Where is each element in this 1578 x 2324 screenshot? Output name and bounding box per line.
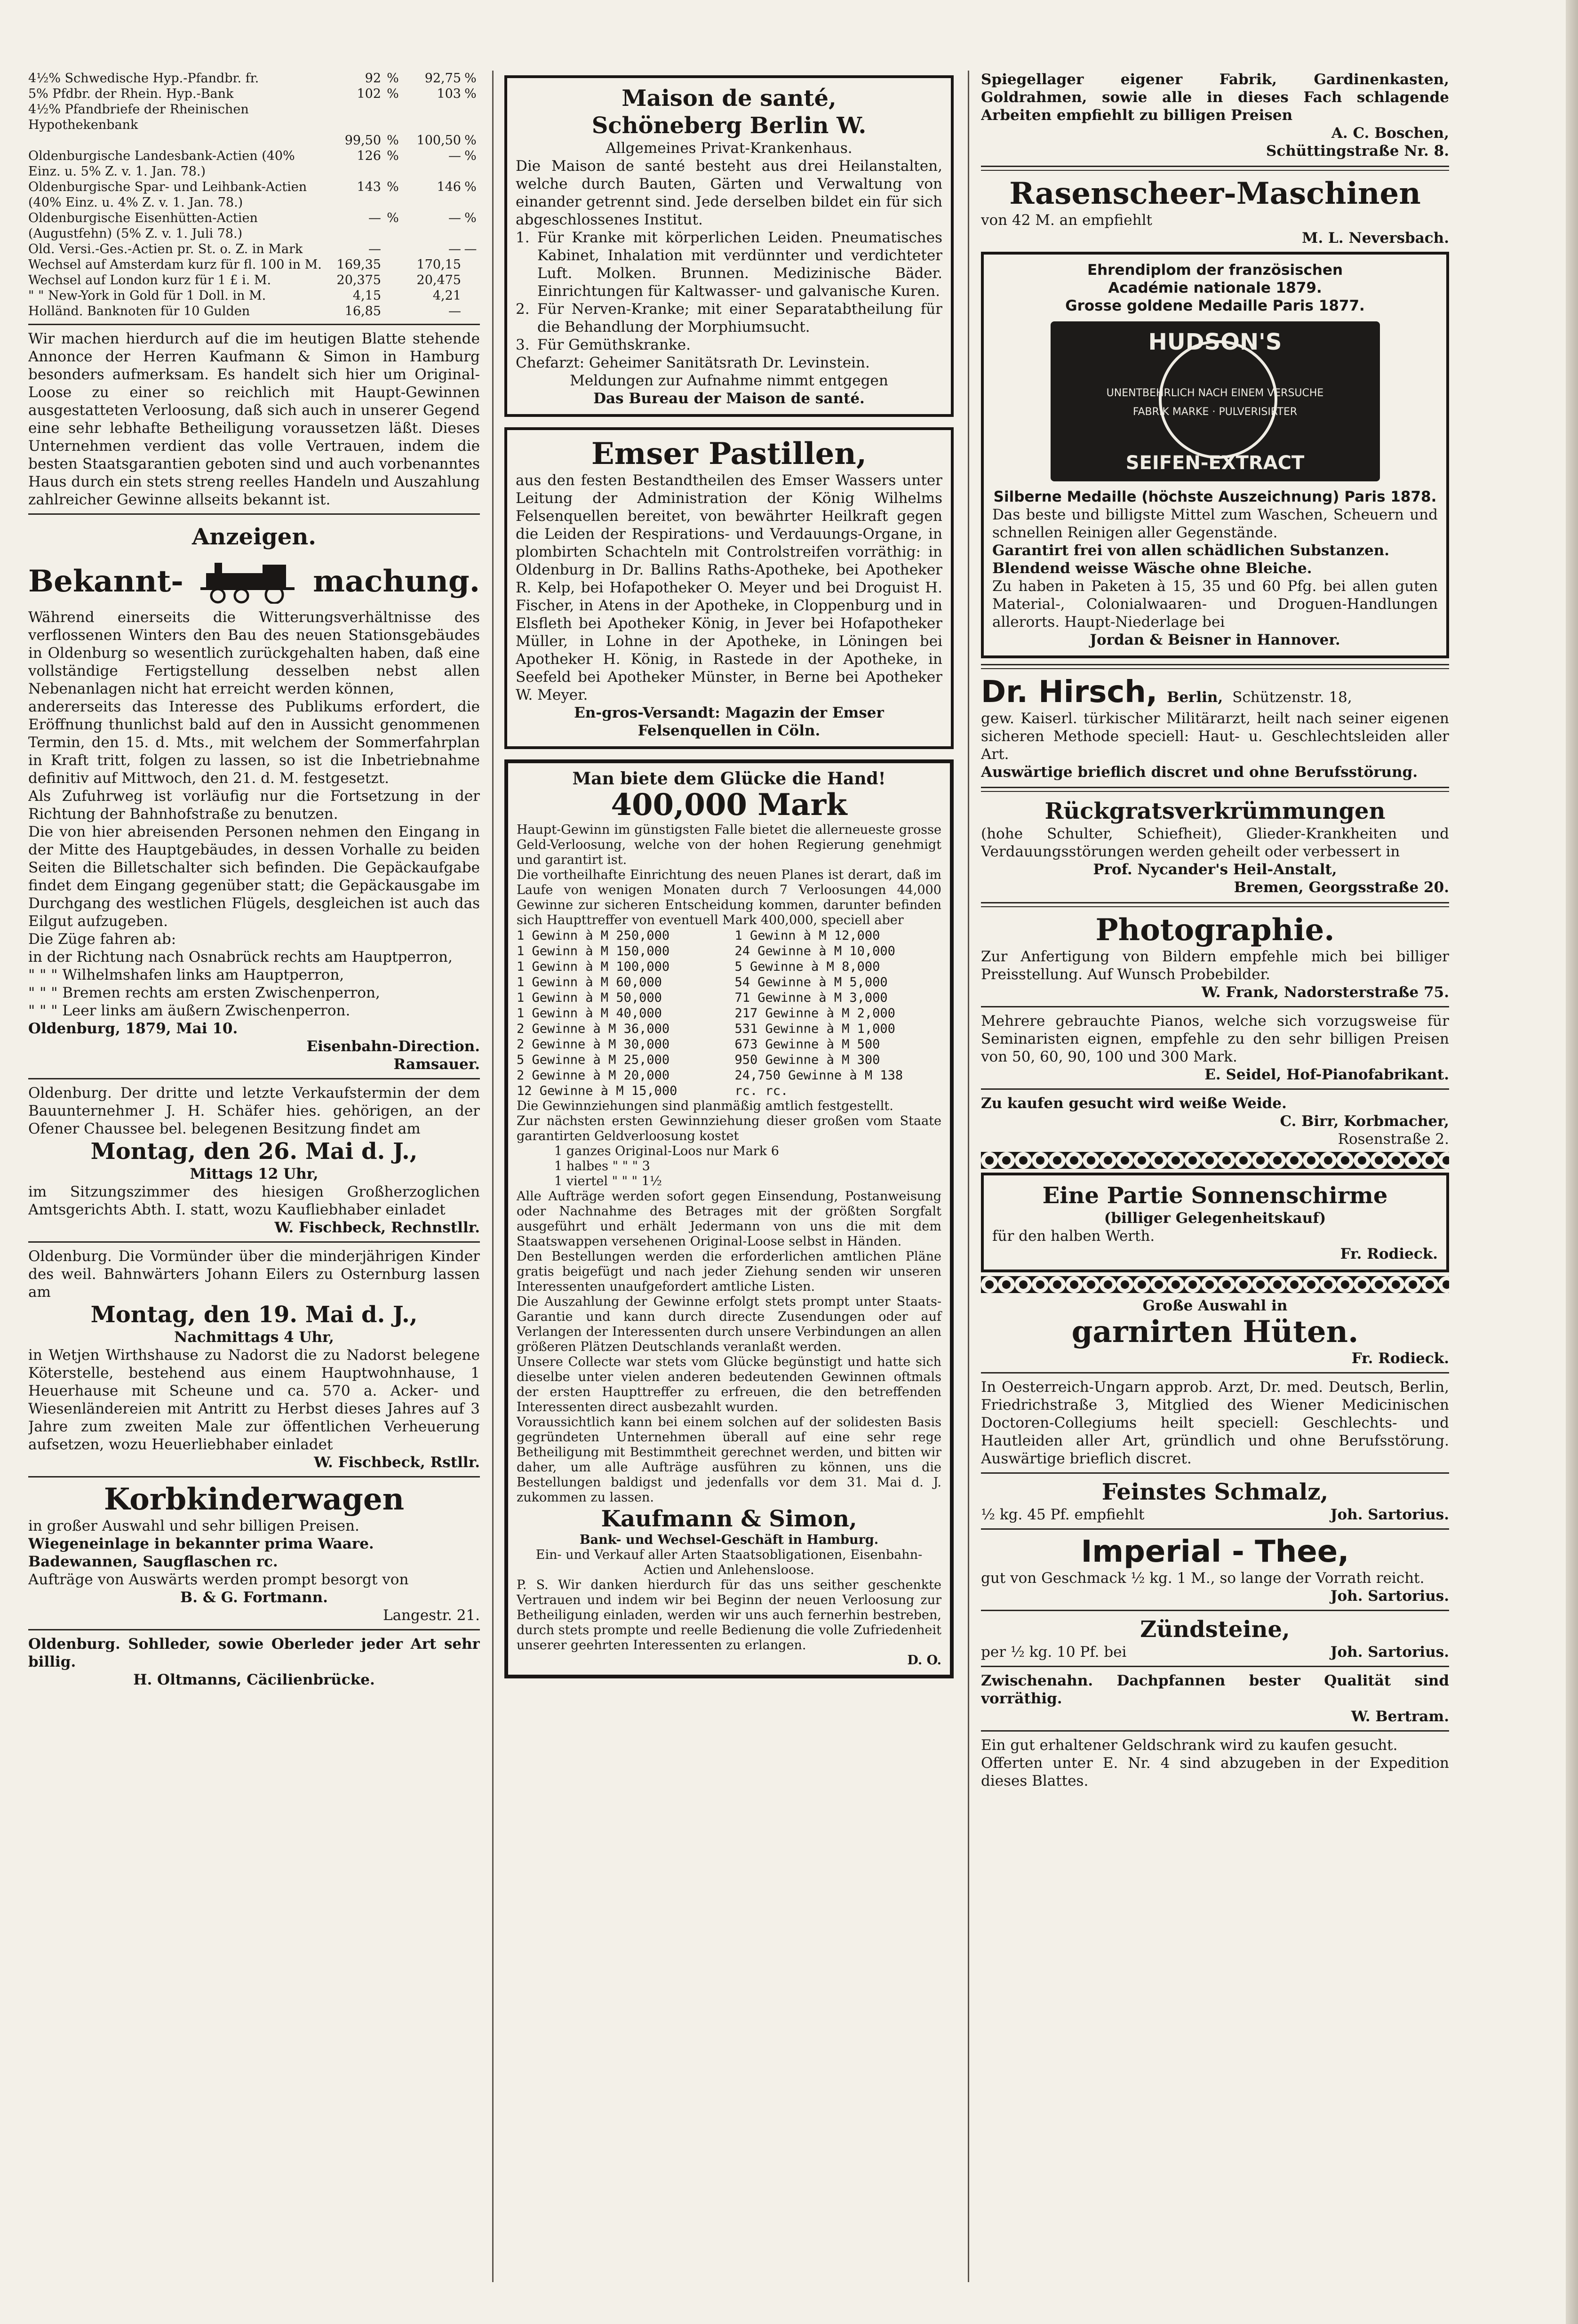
logo-product: SEIFEN-EXTRACT <box>1125 452 1305 474</box>
rueckgrat-title: Rückgratsverkrümmungen <box>1044 798 1386 824</box>
rate-value <box>461 102 480 133</box>
logo-ring <box>1159 340 1277 459</box>
train-direction: in der Richtung nach Osnabrück rechts am Hauptperron, <box>28 949 453 966</box>
rate-label: 5% Pfdbr. der Rhein. Hyp.-Bank <box>28 87 234 101</box>
divider <box>981 902 1449 907</box>
maison-location: Schöneberg Berlin W. <box>591 112 867 139</box>
column-rule-1 <box>492 71 494 2282</box>
thee-text: gut von Geschmack ½ kg. 1 M., so lange der Vorrath reicht. <box>981 1570 1425 1587</box>
column-middle <box>504 71 954 2292</box>
maison-list-item <box>516 336 942 354</box>
prize-row: 673 Gewinne à M 500 <box>734 1037 880 1052</box>
auction-text: Oldenburg. Der dritte und letzte Verkaufstermin der dem Bauunternehmer J. H. Schäfer hies. gehörigen, an der Ofener Chaussee bel. belegenen Besitzung findet am <box>28 1085 480 1137</box>
rate-value: 103 <box>437 87 461 101</box>
divider <box>28 324 480 325</box>
maison-list <box>516 229 942 354</box>
photo-signature: W. Frank, Nadorsterstraße 75. <box>1201 984 1449 1001</box>
rate-label: Oldenburgische Spar- und Leihbank-Actien (40% Einz. u. 4% Z. v. 1. Jan. 78.) <box>28 180 307 210</box>
emser-pastillen-ad <box>504 427 954 749</box>
lottery-text: Alle Aufträge werden sofort gegen Einsendung, Postanweisung oder Nachnahme des Betrages mit der größten Sorgfalt ausgeführt und erhält Jedermann von uns die mit dem Staatswappen versehenen Original-Loose selbst in Händen. <box>517 1189 941 1249</box>
rate-value: 146 <box>437 180 461 194</box>
lottery-firm-desc: Bank- und Wechsel-Geschäft in Hamburg. <box>579 1533 879 1547</box>
zund-signature: Joh. Sartorius. <box>1330 1644 1449 1661</box>
lottery-amount: 400,000 Mark <box>611 787 847 823</box>
rate-label: 4½% Schwedische Hyp.-Pfandbr. fr. <box>28 71 259 86</box>
lottery-notice: Wir machen hierdurch auf die im heutigen Blatte stehende Annonce der Herren Kaufmann & Simon in Hamburg besonders aufmerksam. Es handelt sich hier um Original-Loose zu einer so reichlich mit Haupt-Gewinnen ausgestatteten Verloosung, daß sich auch in unserer Gegend eine sehr lebhafte Betheiligung voraussetzen läßt. Dieses Unternehmen verdient das volle Vertrauen, indem die besten Staatsgarantien geboten sind und auch vorbenanntes Haus durch ein stets streng reelles Handeln und Auszahlung zahlreicher Gewinne allseits bekannt ist. <box>28 330 480 508</box>
rate-value <box>381 288 405 303</box>
rate-value: — <box>464 242 477 256</box>
lease-text: in Wetjen Wirthshause zu Nadorst die zu Nadorst belegene Köterstelle, bestehend aus einem Hauptwohnhause, 1 Heuerhause mit Scheune und ca. 570 a. Acker- und Wiesenländereien mit Antritt zu Herbst dieses Jahres auf 3 Jahre zum zweiten Male zur öffentlichen Verheuerung aufsetzen, wozu Heuerliebhaber einladet <box>28 1347 480 1453</box>
bekanntmachung-title-left: Bekannt- <box>28 563 183 599</box>
hud-text: Das beste und billigste Mittel zum Waschen, Scheuern und schnellen Reinigen aller Gegenstände. <box>992 506 1438 541</box>
korb-line: Badewannen, Saugflaschen rc. <box>28 1553 278 1570</box>
hud-heading: Ehrendiplom der französischen <box>1087 262 1343 279</box>
divider <box>981 664 1449 669</box>
rate-value: 169,35 <box>336 257 381 272</box>
korb-line: in großer Auswahl und sehr billigen Preisen. <box>28 1517 359 1534</box>
maison-list-item <box>516 229 942 300</box>
spiegel-text: Spiegellager eigener Fabrik, Gardinenkasten, Goldrahmen, sowie alle in dieses Fach schlagende Arbeiten empfiehlt zu billigen Preisen <box>981 71 1449 124</box>
lottery-text: Unsere Collecte war stets vom Glücke begünstigt und hatte sich dieselbe unter vielen anderen bedeutenden Gewinnen oftmals der ersten Haupttreffer zu erfreuen, die den betreffenden Interessenten direct ausbezahlt wurden. <box>517 1355 941 1414</box>
prize-row: 2 Gewinne à M 30,000 <box>517 1037 670 1052</box>
list-text: Für Nerven-Kranke; mit einer Separatabtheilung für die Behandlung der Morphiumsucht. <box>537 301 942 335</box>
spiegel-signature: A. C. Boschen, <box>1331 125 1449 142</box>
lease-time: Nachmittags 4 Uhr, <box>174 1329 334 1346</box>
hut-title: garnirten Hüten. <box>1071 1314 1359 1350</box>
maison-chief: Chefarzt: Geheimer Sanitätsrath Dr. Levinstein. <box>516 354 870 371</box>
rate-value: — <box>368 242 381 256</box>
rate-value <box>461 272 480 288</box>
list-text: Für Kranke mit körperlichen Leiden. Pneumatisches Kabinet, Inhalation mit verdünnter und verdichteter Luft. Molken. Brunnen. Medizinische Bäder. Einrichtungen für Kaltwasser- und galvanische Kuren. <box>537 229 942 300</box>
lottery-text: Die Auszahlung der Gewinne erfolgt stets prompt unter Staats-Garantie und kann durch directe Zusendungen oder auf Verlangen der Interessenten durch unsere Verbindungen an allen größeren Plätzen Deutschlands veranlaßt werden. <box>517 1294 941 1354</box>
rate-label: Oldenburgische Eisenhütten-Actien (Augustfehn) (5% Z. v. 1. Juli 78.) <box>28 211 258 241</box>
lottery-do: D. O. <box>907 1653 941 1668</box>
divider <box>981 1372 1449 1374</box>
prize-row: 1 Gewinn à M 250,000 <box>517 928 670 943</box>
rate-value: % <box>387 87 399 101</box>
section-heading-anzeigen: Anzeigen. <box>192 524 316 550</box>
prize-row: 54 Gewinne à M 5,000 <box>734 975 888 990</box>
divider <box>981 1006 1449 1007</box>
korb-address: Langestr. 21. <box>383 1607 480 1624</box>
sonne-sub: (billiger Gelegenheitskauf) <box>1104 1210 1326 1227</box>
divider <box>981 1088 1449 1090</box>
prize-row: 217 Gewinne à M 2,000 <box>734 1006 895 1021</box>
rate-value: % <box>464 149 477 163</box>
column-rule-2 <box>968 71 969 2282</box>
divider <box>28 1078 480 1079</box>
prize-table <box>517 928 941 1099</box>
rate-label: Wechsel auf Amsterdam kurz für fl. 100 in M. <box>28 257 322 272</box>
lottery-firm-desc: Ein- und Verkauf aller Arten Staatsobligationen, Eisenbahn-Actien und Anlehensloose. <box>535 1548 923 1577</box>
maison-list-item <box>516 300 942 336</box>
rate-label: " " New-York in Gold für 1 Doll. in M. <box>28 288 266 303</box>
emser-title: Emser Pastillen, <box>591 436 867 471</box>
hudsons-logo <box>1051 321 1380 481</box>
emser-text: aus den festen Bestandtheilen des Emser Wassers unter Leitung der Administration der König Wilhelms Felsenquellen bereitet, von bewährter Heilkraft gegen die Leiden der Respirations- und Verdauungs-Organe, in plombirten Schachteln mit Controlstreifen vorräthig: in Oldenburg in Dr. Ballins Raths-Apotheke, bei Apotheker R. Kelp, bei Hofapotheker O. Meyer und bei Droguist H. Fischer, in Atens in der Apotheke, in Cloppenburg und in Elsfleth bei Apotheker König, in Jever bei Hofapotheker Müller, in Lohne in der Apotheke, in Löningen bei Apotheker H. König, in Rastede in der Apotheke, in Seefeld bei Apotheker Münster, in Berne bei Apotheker W. Meyer. <box>516 472 942 703</box>
weide-text: Zu kaufen gesucht wird weiße Weide. <box>981 1095 1287 1112</box>
exchange-rate-table <box>28 71 480 319</box>
list-text: Für Gemüthskranke. <box>537 336 691 353</box>
prize-column-left <box>517 928 724 1099</box>
lease-date: Montag, den 19. Mai d. J., <box>90 1302 418 1328</box>
sonne-signature: Fr. Rodieck. <box>1340 1246 1438 1262</box>
prize-row: 2 Gewinne à M 36,000 <box>517 1022 670 1036</box>
rate-label: Wechsel auf London kurz für 1 £ i. M. <box>28 273 271 288</box>
rate-value: — <box>448 304 461 319</box>
lottery-postscript: P. S. Wir danken hierdurch für das uns seither geschenkte Vertrauen und indem wir bei Beginn der neuen Verloosung zur Betheiligung einladen, werden wir uns auch fernerhin bestreben, durch stets prompte und reelle Bedienung die volle Zufriedenheit unserer geehrten Interessenten zu erlangen. <box>517 1578 941 1653</box>
rate-value <box>329 102 381 133</box>
geldschrank-offer: Offerten unter E. Nr. 4 sind abzugeben in der Expedition dieses Blattes. <box>981 1755 1449 1789</box>
lottery-firm: Kaufmann & Simon, <box>601 1506 857 1532</box>
lottery-text: Haupt-Gewinn im günstigsten Falle bietet die allerneueste grosse Geld-Verloosung, welche von der hohen Regierung genehmigt und garantirt ist. <box>517 823 941 867</box>
prize-row: 12 Gewinne à M 15,000 <box>517 1084 677 1098</box>
thee-signature: Joh. Sartorius. <box>1330 1588 1449 1605</box>
lottery-text: Voraussichtlich kann bei einem solchen auf der solidesten Basis gegründeten Unternehmen überall auf eine sehr rege Betheiligung mit Bestimmtheit gerechnet werden, und bitten wir daher, um alle Aufträge ausführen zu können, uns die Bestellungen baldigst und jedenfalls vor dem 31. Mai d. J. zukommen zu lassen. <box>517 1415 941 1505</box>
prize-row: 1 Gewinn à M 60,000 <box>517 975 662 990</box>
piano-text: Mehrere gebrauchte Pianos, welche sich vorzugsweise für Seminaristen eignen, empfehle zu den sehr billigen Preisen von 50, 60, 90, 100 und 300 Mark. <box>981 1013 1449 1065</box>
weide-signature: C. Birr, Korbmacher, <box>1280 1113 1449 1130</box>
rueckgrat-text: (hohe Schulter, Schiefheit), Glieder-Krankheiten und Verdauungsstörungen werden geheilt oder verbessert in <box>981 825 1449 860</box>
rate-value: — <box>448 149 461 163</box>
prize-row: 5 Gewinne à M 25,000 <box>517 1053 670 1067</box>
divider <box>981 1730 1449 1732</box>
prize-row: 1 Gewinn à M 12,000 <box>734 928 880 943</box>
rasen-title: Rasenscheer-Maschinen <box>1009 176 1421 211</box>
rueckgrat-signature: Prof. Nycander's Heil-Anstalt, <box>1093 861 1337 878</box>
rate-value <box>405 102 461 133</box>
rate-value <box>461 257 480 272</box>
maison-de-sante-ad <box>504 75 954 417</box>
ticket-price: 1 halbes " " " 3 <box>554 1159 650 1174</box>
hut-signature: Fr. Rodieck. <box>1351 1350 1449 1367</box>
maison-subtitle: Allgemeines Privat-Krankenhaus. <box>606 140 853 157</box>
rate-value: % <box>464 71 477 86</box>
sonne-title: Eine Partie Sonnenschirme <box>1042 1182 1388 1209</box>
bek-paragraph: Die Züge fahren ab: <box>28 931 176 948</box>
auction-time: Mittags 12 Uhr, <box>190 1166 319 1182</box>
piano-signature: E. Seidel, Hof-Pianofabrikant. <box>1204 1066 1449 1083</box>
korb-line: Wiegeneinlage in bekannter prima Waare. <box>28 1535 374 1552</box>
lease-text: Oldenburg. Die Vormünder über die minderjährigen Kinder des weil. Bahnwärters Johann Eilers zu Osternburg lassen am <box>28 1248 480 1301</box>
logo-brand: HUDSON'S <box>1148 329 1282 355</box>
rate-value: % <box>464 87 477 101</box>
rueckgrat-address: Bremen, Georgsstraße 20. <box>1234 879 1449 896</box>
rate-value <box>381 272 405 288</box>
prize-row: 1 Gewinn à M 150,000 <box>517 944 670 958</box>
maison-contact: Meldungen zur Aufnahme nimmt entgegen <box>570 372 888 389</box>
bekanntmachung-heading <box>28 559 480 604</box>
lottery-text: Die vortheilhafte Einrichtung des neuen Planes ist derart, daß im Laufe von wenigen Monaten durch 7 Verloosungen 44,000 Gewinne zur sicheren Entscheidung kommen, darunter befinden sich Haupttreffer von eventuell Mark 400,000, speciell aber <box>517 868 941 927</box>
hirsch-city: Berlin, <box>1167 689 1223 706</box>
rate-value <box>381 257 405 272</box>
bekanntmachung-title-right: machung. <box>313 563 480 599</box>
rasen-text: von 42 M. an empfiehlt <box>981 212 1152 229</box>
rate-value: 20,375 <box>336 273 381 288</box>
divider <box>981 1472 1449 1474</box>
hirsch-text: gew. Kaiserl. türkischer Militärarzt, heilt nach seiner eigenen sicheren Methode speciell: Haut- u. Geschlechtsleiden aller Art. <box>981 710 1449 763</box>
rate-value: % <box>387 180 399 194</box>
maison-intro: Die Maison de santé besteht aus drei Heilanstalten, welche durch Bauten, Gärten und Verwaltung von einander getrennt sind. Jede derselben bildet ein für sich abgeschlossenes Institut. <box>516 158 942 228</box>
rate-value: % <box>387 133 399 148</box>
hud-heading: Académie nationale 1879. <box>1108 280 1322 296</box>
schmalz-title: Feinstes Schmalz, <box>1101 1479 1329 1505</box>
ornament-border <box>981 1276 1449 1293</box>
rate-value: 92 <box>365 71 381 86</box>
train-direction: " " " Leer links am äußern Zwischenperron. <box>28 1002 351 1019</box>
maison-title: Maison de santé, <box>622 85 837 112</box>
korb-signature: B. & G. Fortmann. <box>180 1589 328 1606</box>
divider <box>28 1241 480 1243</box>
auction-text: im Sitzungszimmer des hiesigen Großherzoglichen Amtsgerichts Abth. I. statt, wozu Kaufliebhaber einladet <box>28 1183 480 1218</box>
lottery-ad <box>504 759 954 1678</box>
rate-label: Holländ. Banknoten für 10 Gulden <box>28 304 250 319</box>
prize-row: 24 Gewinne à M 10,000 <box>734 944 895 958</box>
hud-text: Garantirt frei von allen schädlichen Substanzen. <box>992 542 1390 559</box>
divider <box>28 1476 480 1477</box>
prize-row: 950 Gewinne à M 300 <box>734 1053 880 1067</box>
rate-value <box>461 288 480 303</box>
prize-row: 1 Gewinn à M 50,000 <box>517 990 662 1005</box>
lottery-text: Die Gewinnziehungen sind planmäßig amtlich festgestellt. <box>517 1099 893 1113</box>
hirsch-name: Dr. Hirsch, <box>981 675 1158 710</box>
prize-column-right <box>735 928 942 1099</box>
rate-value: % <box>387 211 399 225</box>
divider <box>981 1528 1449 1530</box>
hud-signature: Jordan & Beisner in Hannover. <box>1090 631 1340 648</box>
list-number: 1. <box>516 229 530 246</box>
lottery-text: Den Bestellungen werden die erforderlichen amtlichen Pläne gratis beigefügt und nach jeder Ziehung senden wir unseren Interessenten unaufgefordert amtliche Listen. <box>517 1249 941 1294</box>
hirsch-address: Schützenstr. 18, <box>1232 689 1352 706</box>
divider <box>981 787 1449 792</box>
photo-title: Photographie. <box>1095 912 1335 948</box>
prize-row: 1 Gewinn à M 40,000 <box>517 1006 662 1021</box>
rate-value <box>381 241 405 257</box>
divider <box>981 1666 1449 1667</box>
rate-value: 99,50 <box>344 133 381 148</box>
prize-row: 531 Gewinne à M 1,000 <box>734 1022 895 1036</box>
geldschrank-text: Ein gut erhaltener Geldschrank wird zu kaufen gesucht. <box>981 1737 1398 1754</box>
schmalz-line <box>981 1506 1449 1524</box>
rate-value: 16,85 <box>344 304 381 319</box>
lottery-text: Zur nächsten ersten Gewinnziehung dieser großen vom Staate garantirten Geldverloosung kostet <box>517 1114 941 1143</box>
rate-value: — <box>448 242 461 256</box>
hud-text: Blendend weisse Wäsche ohne Bleiche. <box>992 560 1312 577</box>
bek-signature-name: Ramsauer. <box>393 1056 480 1073</box>
rate-value <box>381 303 405 319</box>
hut-line: Große Auswahl in <box>1142 1297 1288 1314</box>
ornament-border <box>981 1152 1449 1169</box>
rate-label <box>28 133 329 148</box>
logo-mark: FABRIK MARKE · PULVERISIRTER <box>1132 406 1298 418</box>
ticket-price: 1 ganzes Original-Loos nur Mark 6 <box>554 1144 779 1158</box>
schmalz-signature: Joh. Sartorius. <box>1330 1506 1449 1523</box>
bek-paragraph: andererseits das Interesse des Publikums erfordert, die Eröffnung thunlichst bald auf den in Aussicht genommenen Termin, den 15. d. Mts., mit welchem der Sommerfahrplan in Kraft tritt, folgen zu lassen, so ist die Inbetriebnahme definitiv auf Mittwoch, den 21. d. M. festgesetzt. <box>28 698 480 787</box>
rate-value: — <box>448 211 461 225</box>
bek-signature: Eisenbahn-Direction. <box>306 1038 480 1055</box>
logo-slogan: UNENTBEHRLICH NACH EINEM VERSUCHE <box>1106 387 1324 399</box>
rate-value: % <box>387 71 399 86</box>
prize-row: 71 Gewinne à M 3,000 <box>734 990 888 1005</box>
zwischenahn-signature: W. Bertram. <box>1351 1708 1449 1725</box>
photo-text: Zur Anfertigung von Bildern empfehle mich bei billiger Preisstellung. Auf Wunsch Probebilder. <box>981 948 1449 983</box>
deutsch-text: In Oesterreich-Ungarn approb. Arzt, Dr. med. Deutsch, Berlin, Friedrichstraße 3, Mitglied des Wiener Medicinischen Doctoren-Collegiums heilt speciell: Geschlechts- und Hautleiden aller Art, gründlich und ohne Berufsstörung. Auswärtige brieflich discret. <box>981 1379 1449 1467</box>
hud-heading: Grosse goldene Medaille Paris 1877. <box>1065 297 1365 314</box>
hirsch-heading <box>981 675 1449 710</box>
rate-value: % <box>464 133 477 148</box>
hud-text: Zu haben in Paketen à 15, 35 und 60 Pfg. bei allen guten Material-, Colonialwaaren- und Droguen-Handlungen allerorts. Haupt-Niederlage bei <box>992 578 1438 631</box>
rate-label: Old. Versi.-Ges.-Actien pr. St. o. Z. in Mark <box>28 242 303 256</box>
rate-value: % <box>387 149 399 163</box>
bek-paragraph: Als Zufuhrweg ist vorläufig nur die Fortsetzung in der Richtung der Bahnhofstraße zu benutzen. <box>28 788 480 823</box>
lottery-headline: Man biete dem Glücke die Hand! <box>572 769 886 789</box>
maison-bureau: Das Bureau der Maison de santé. <box>593 390 865 407</box>
korb-title: Korbkinderwagen <box>104 1482 405 1517</box>
rate-value: 126 <box>357 149 381 163</box>
rate-value: 92,75 <box>424 71 461 86</box>
divider <box>981 1610 1449 1611</box>
locomotive-icon <box>197 559 300 604</box>
rate-label: Oldenburgische Landesbank-Actien (40% Einz. u. 5% Z. v. 1. Jan. 78.) <box>28 149 295 179</box>
sonnenschirme-ad <box>981 1173 1449 1272</box>
rate-value: % <box>464 211 477 225</box>
zund-line <box>981 1643 1449 1661</box>
divider <box>981 166 1449 171</box>
sohlleder-signature: H. Oltmanns, Cäcilienbrücke. <box>133 1671 375 1688</box>
hirsch-text: Auswärtige brieflich discret und ohne Berufsstörung. <box>981 764 1418 781</box>
rate-label: 4½% Pfandbriefe der Rheinischen Hypothekenbank <box>28 102 249 132</box>
rate-value: 20,475 <box>416 273 461 288</box>
prize-row: 1 Gewinn à M 100,000 <box>517 959 670 974</box>
train-direction: " " " Bremen rechts am ersten Zwischenperron, <box>28 984 380 1001</box>
page-edge-shadow <box>1566 0 1578 2324</box>
rate-value: 4,15 <box>352 288 381 303</box>
auction-signature: W. Fischbeck, Rechnstllr. <box>274 1219 480 1236</box>
prize-row: 5 Gewinne à M 8,000 <box>734 959 880 974</box>
rate-value: 170,15 <box>416 257 461 272</box>
bek-date: Oldenburg, 1879, Mai 10. <box>28 1020 238 1037</box>
schmalz-price: ½ kg. 45 Pf. empfiehlt <box>981 1506 1145 1523</box>
divider <box>28 1629 480 1630</box>
zund-price: per ½ kg. 10 Pf. bei <box>981 1644 1127 1661</box>
sonne-text: für den halben Werth. <box>992 1228 1155 1245</box>
korb-line: Aufträge von Auswärts werden prompt besorgt von <box>28 1571 409 1588</box>
list-number: 2. <box>516 301 530 318</box>
hudsons-ad <box>981 252 1449 658</box>
spiegel-address: Schüttingstraße Nr. 8. <box>1266 143 1449 160</box>
column-right <box>981 71 1449 2292</box>
zund-title: Zündsteine, <box>1140 1616 1290 1643</box>
prize-row: 24,750 Gewinne à M 138 <box>734 1068 903 1083</box>
bek-paragraph: Die von hier abreisenden Personen nehmen den Eingang in der Mitte des Hauptgebäudes, in dessen Vorhalle zu beiden Seiten die Billetschalter sich befinden. Die Gepäckaufgabe findet dem Eingang gegenüber statt; die Gepäckausgabe im Durchgang des westlichen Flügels, desgleichen ist auch das Eilgut aufzugeben. <box>28 823 480 930</box>
rate-value: 102 <box>357 87 381 101</box>
weide-address: Rosenstraße 2. <box>1338 1131 1449 1148</box>
rate-value: 4,21 <box>432 288 461 303</box>
zwischenahn-text: Zwischenahn. Dachpfannen bester Qualität sind vorräthig. <box>981 1672 1449 1707</box>
rate-value: % <box>464 180 477 194</box>
list-number: 3. <box>516 336 530 353</box>
ticket-price: 1 viertel " " " 1½ <box>554 1174 662 1189</box>
lease-signature: W. Fischbeck, Rstllr. <box>314 1454 480 1471</box>
auction-date: Montag, den 26. Mai d. J., <box>90 1138 418 1165</box>
train-direction: " " " Wilhelmshafen links am Hauptperron, <box>28 966 344 983</box>
rate-value: — <box>368 211 381 225</box>
column-left <box>28 71 480 2292</box>
bek-paragraph: Während einerseits die Witterungsverhältnisse des verflossenen Winters den Bau des neuen Stationsgebäudes in Oldenburg so wesentlich zurückgehalten haben, daß eine vollständige Fertigstellung desselben nebst allen Nebenanlagen nicht hat erreicht werden können, <box>28 609 480 697</box>
prize-row: 2 Gewinne à M 20,000 <box>517 1068 670 1083</box>
rate-value <box>461 303 480 319</box>
thee-title: Imperial - Thee, <box>1081 1534 1349 1569</box>
hud-medal: Silberne Medaille (höchste Auszeichnung) Paris 1878. <box>993 488 1437 505</box>
emser-wholesale: En-gros-Versandt: Magazin der Emser Felsenquellen in Cöln. <box>574 704 884 739</box>
rate-value <box>381 102 405 133</box>
sohlleder-text: Oldenburg. Sohlleder, sowie Oberleder jeder Art sehr billig. <box>28 1636 480 1670</box>
prize-row: rc. rc. <box>734 1084 789 1098</box>
divider <box>28 513 480 515</box>
rate-value: 143 <box>357 180 381 194</box>
rate-value: 100,50 <box>416 133 461 148</box>
rasen-signature: M. L. Neversbach. <box>1302 230 1449 247</box>
